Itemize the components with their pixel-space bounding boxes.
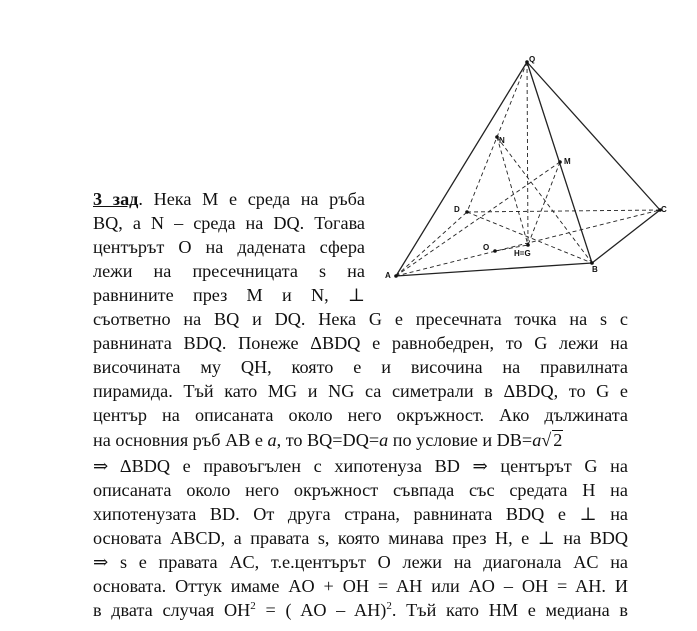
label-m: M [564,157,571,166]
text-line-9: пирамида. Тъй като MG и NG са симетрали в ΔBDQ, то G е [93,381,628,401]
pyramid-figure [382,40,682,290]
segment-mg [528,162,560,245]
label-q: Q [529,55,536,64]
text-line-17: основата. Оттук имаме AO + OH = AH или AO – OH = AH. И [93,576,628,596]
edge-qa [396,62,527,276]
point-a-dot [394,274,398,278]
label-c: C [661,205,667,214]
segment-ma [396,162,560,276]
label-o: O [483,243,490,252]
text-line-5: равнините през M и N, ⊥ [93,285,365,305]
text-line-18-b: = ( AO – AH) [255,600,387,620]
superscript-1: 2 [250,599,256,612]
text-line-2: BQ, а N – среда на DQ. Тогава [93,213,365,233]
text-line-15: основата ABCD, а правата s, която минава през H, е ⊥ на BDQ [93,528,628,548]
segment-ng [497,137,528,245]
text-line-11-b: , то BQ=DQ= [276,430,380,450]
superscript-2: 2 [386,599,392,612]
sqrt-radicand: 2 [553,430,563,450]
point-m-dot [558,160,562,164]
edge-bc [592,210,660,263]
text-line-3: центърът O на дадената сфера [93,237,365,257]
text-line-11 [93,428,628,452]
text-line-16: ⇒ s е правата AC, т.е.центърът O лежи на диагонала AC на [93,552,628,572]
sqrt-sign: √ [541,430,552,450]
text-line-1-rest: Нека M е среда на ръба [142,189,365,209]
label-n: N [499,136,505,145]
problem-title: 3 зад [93,189,139,209]
segment-nb [497,137,592,263]
label-d: D [454,205,460,214]
var-a-1: a [267,430,277,450]
text-line-18-a: в двата случая OH [93,600,251,620]
text-line-10: център на описаната около него окръжност. Ако дължината [93,405,628,425]
text-line-8: височината му QH, която е и височина на правилната [93,357,628,377]
text-line-13: описаната около него окръжност съвпада със средата H на [93,480,628,500]
text-line-1 [93,187,365,211]
point-o-dot [493,249,497,253]
label-hg: H=G [514,249,531,258]
text-line-18 [93,598,628,622]
var-a-2: a [379,430,389,450]
edge-ab [396,263,592,276]
height-qh [527,62,528,245]
label-a: A [385,271,391,280]
edge-ad [396,212,467,276]
text-line-6: съответно на BQ и DQ. Нека G е пресечната точка на s с [93,309,628,329]
label-b: B [592,265,598,274]
point-hg-dot [526,243,530,247]
problem-title-dot: . [138,189,143,209]
text-line-11-a: на основния ръб AB е [93,430,268,450]
text-line-12: ⇒ ΔBDQ е правоъгълен с хипотенуза BD ⇒ центърът G на [93,456,628,476]
text-line-4: лежи на пресечницата s на [93,261,365,281]
point-d-dot [465,210,469,214]
pyramid-diagram [382,40,682,290]
var-a-3: a [532,430,542,450]
text-line-11-c: по условие и DB= [388,430,533,450]
text-line-18-c: . Тъй като HM е медиана в [391,600,628,620]
edge-qc [527,62,660,210]
text-line-7: равнината BDQ. Понеже ΔBDQ е равнобедрен, то G лежи на [93,333,628,353]
text-line-14: хипотенузата BD. От друга страна, равнината BDQ е ⊥ на [93,504,628,524]
edge-dc [467,210,660,212]
